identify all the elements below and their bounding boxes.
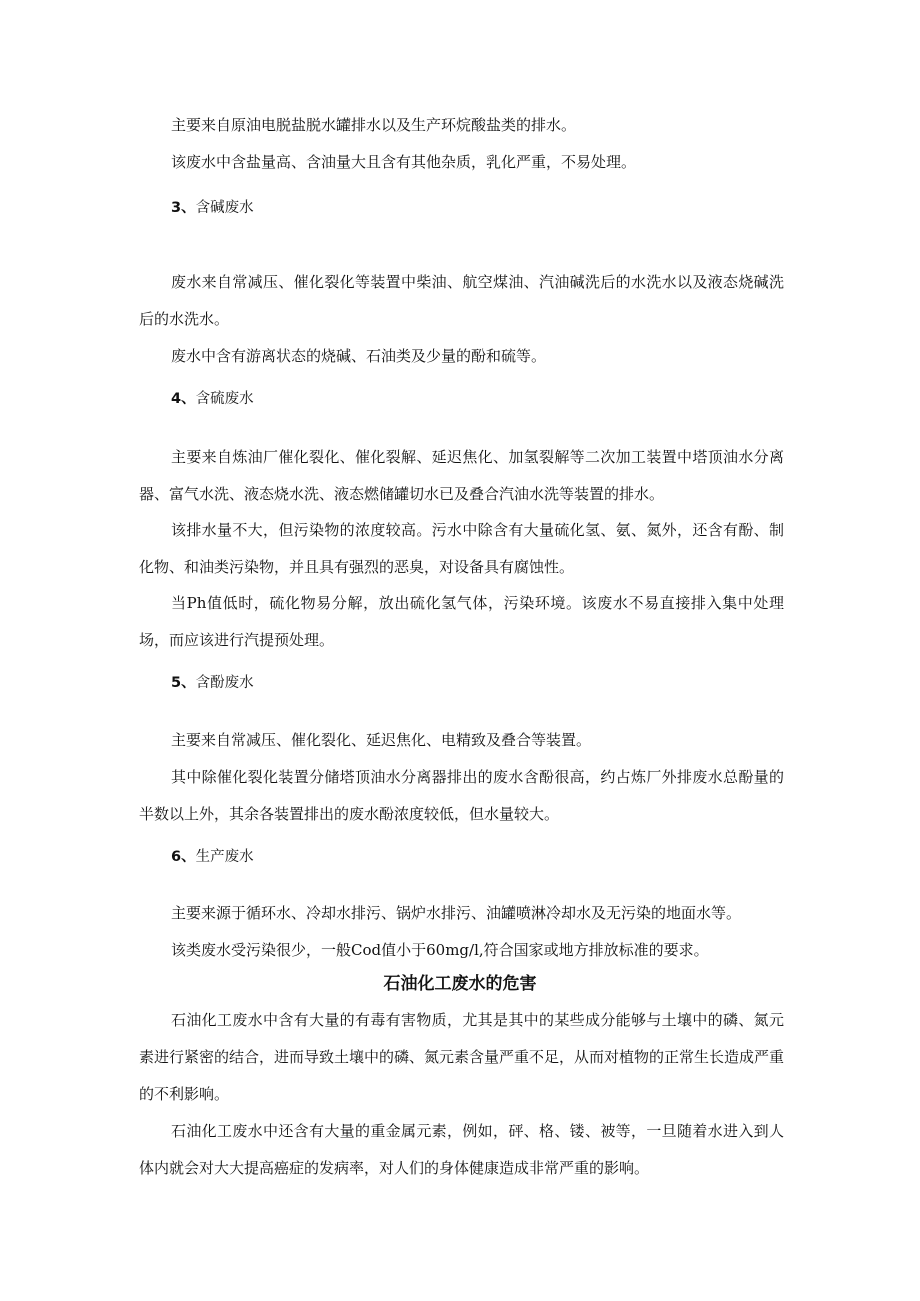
paragraph-sulfur-source: 主要来自炼油厂催化裂化、催化裂解、延迟焦化、加氢裂解等二次加工装置中塔顶油水分离器、富气水洗、液态烧水洗、液态燃储罐切水已及叠合汽油水洗等装置的排水。 <box>139 448 784 503</box>
heading-phenol-wastewater <box>171 673 254 693</box>
heading-production-wastewater <box>171 847 254 867</box>
heading-sulfur-wastewater <box>171 389 254 409</box>
paragraph-alkaline-source: 废水来自常减压、催化裂化等装置中柴油、航空煤油、汽油碱洗后的水洗水以及液态烧碱洗后的水洗水。 <box>139 273 784 328</box>
paragraph-sulfur-properties: 该排水量不大，但污染物的浓度较高。污水中除含有大量硫化氢、氨、氮外，还含有酚、制化物、和油类污染物，并且具有强烈的恶臭，对设备具有腐蚀性。 <box>139 521 784 576</box>
heading-number: 5、 <box>171 675 196 691</box>
heading-text: 生产废水 <box>195 849 254 865</box>
section-title: 石油化工废水的危害 <box>383 974 537 994</box>
paragraph-phenol-source: 主要来自常减压、催化裂化、延迟焦化、电精致及叠合等装置。 <box>171 731 592 749</box>
heading-text: 含硫废水 <box>195 391 254 407</box>
paragraph-sulfur-treatment: 当Ph值低时，硫化物易分解，放出硫化氢气体，污染环境。该废水不易直接排入集中处理场，而应该进行汽提预处理。 <box>139 594 784 649</box>
heading-alkaline-wastewater <box>171 198 254 218</box>
paragraph-production-source: 主要来源于循环水、冷却水排污、锅炉水排污、油罐喷淋冷却水及无污染的地面水等。 <box>171 904 742 922</box>
paragraph-production-properties: 该类废水受污染很少，一般Cod值小于60mg/l,符合国家或地方排放标准的要求。 <box>171 941 709 959</box>
paragraph-salt-source: 主要来自原油电脱盐脱水罐排水以及生产环烷酸盐类的排水。 <box>171 116 577 134</box>
heading-text: 含碱废水 <box>195 200 254 216</box>
paragraph-harm-health: 石油化工废水中还含有大量的重金属元素，例如，砰、格、镂、被等，一旦随着水进入到人体内就会对大大提高癌症的发病率，对人们的身体健康造成非常严重的影响。 <box>139 1122 784 1177</box>
paragraph-harm-soil: 石油化工废水中含有大量的有毒有害物质，尤其是其中的某些成分能够与土壤中的磷、氮元素进行紧密的结合，进而导致土壤中的磷、氮元素含量严重不足，从而对植物的正常生长造成严重的不利影响。 <box>139 1011 785 1103</box>
paragraph-alkaline-properties: 废水中含有游离状态的烧碱、石油类及少量的酚和硫等。 <box>171 347 547 365</box>
heading-number: 6、 <box>171 849 196 865</box>
heading-number: 4、 <box>171 391 196 407</box>
heading-text: 含酚废水 <box>195 675 254 691</box>
paragraph-phenol-properties: 其中除催化裂化装置分储塔顶油水分离器排出的废水含酚很高，约占炼厂外排废水总酚量的半数以上外，其余各装置排出的废水酚浓度较低，但水量较大。 <box>139 768 784 823</box>
paragraph-salt-properties: 该废水中含盐量高、含油量大且含有其他杂质，乳化严重，不易处理。 <box>171 153 637 171</box>
heading-number: 3、 <box>171 200 196 216</box>
